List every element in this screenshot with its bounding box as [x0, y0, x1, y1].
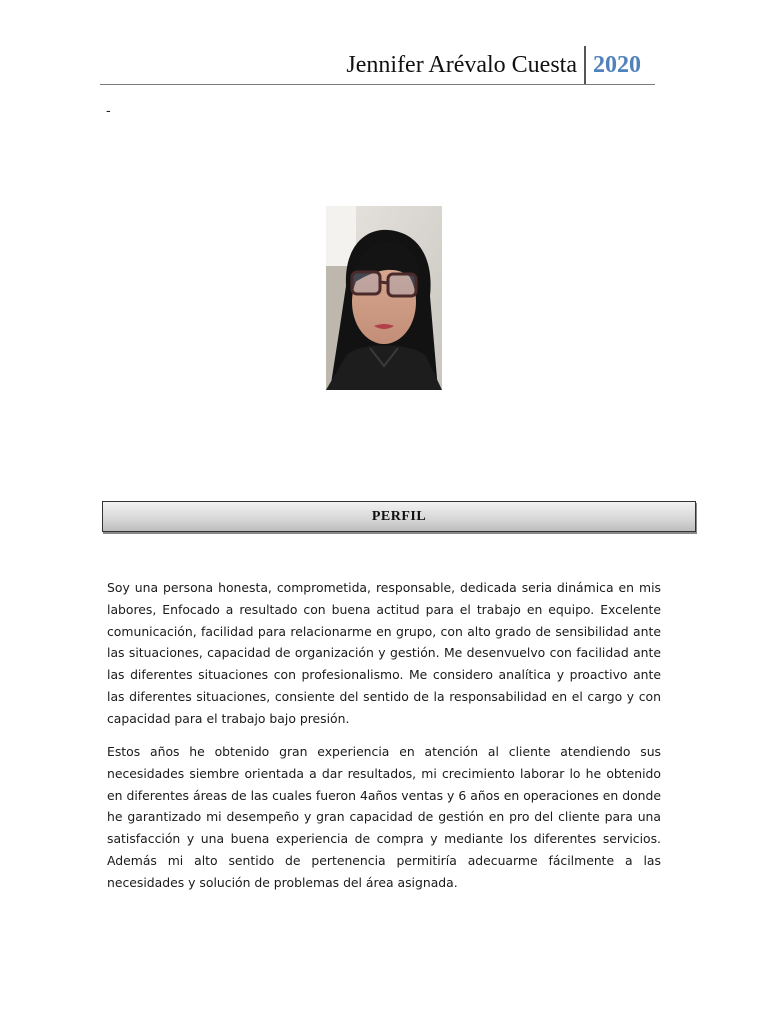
dash-marker: -: [106, 102, 111, 118]
profile-photo: [326, 206, 442, 390]
header-separator: [584, 46, 586, 84]
section-header-perfil: [102, 501, 696, 532]
section-title: PERFIL: [371, 509, 427, 524]
page-header: [100, 42, 655, 85]
profile-paragraph-1: Soy una persona honesta, comprometida, responsable, dedicada seria dinámica en mis labores, Enfocado a resultado con buena actitud para el trabajo en equipo. Excelente comunicación, facilidad para relacionarme en grupo, con alto grado de sensibilidad ante las situaciones, capacidad de organización y gestión. Me desenvuelvo con facilidad ante las diferentes situaciones con profesionalismo. Me considero analítica y proactivo ante las diferentes situaciones, consiente del sentido de la responsabilidad en el cargo y con capacidad para el trabajo bajo presión.: [107, 580, 661, 726]
profile-paragraph-2: Estos años he obtenido gran experiencia en atención al cliente atendiendo sus necesidades siembre orientada a dar resultados, mi crecimiento laborar lo he obtenido en diferentes áreas de las cuales fueron 4años ventas y 6 años en operaciones en donde he garantizado mi desempeño y gran capacidad de gestión en pro del cliente para una satisfacción y una buena experiencia de compra y mediante los diferentes servicios. Además mi alto sentido de pertenencia permitiría adecuarme fácilmente a las necesidades y solución de problemas del área asignada.: [107, 744, 661, 890]
header-name: Jennifer Arévalo Cuesta: [346, 52, 577, 78]
header-year: 2020: [593, 52, 641, 78]
